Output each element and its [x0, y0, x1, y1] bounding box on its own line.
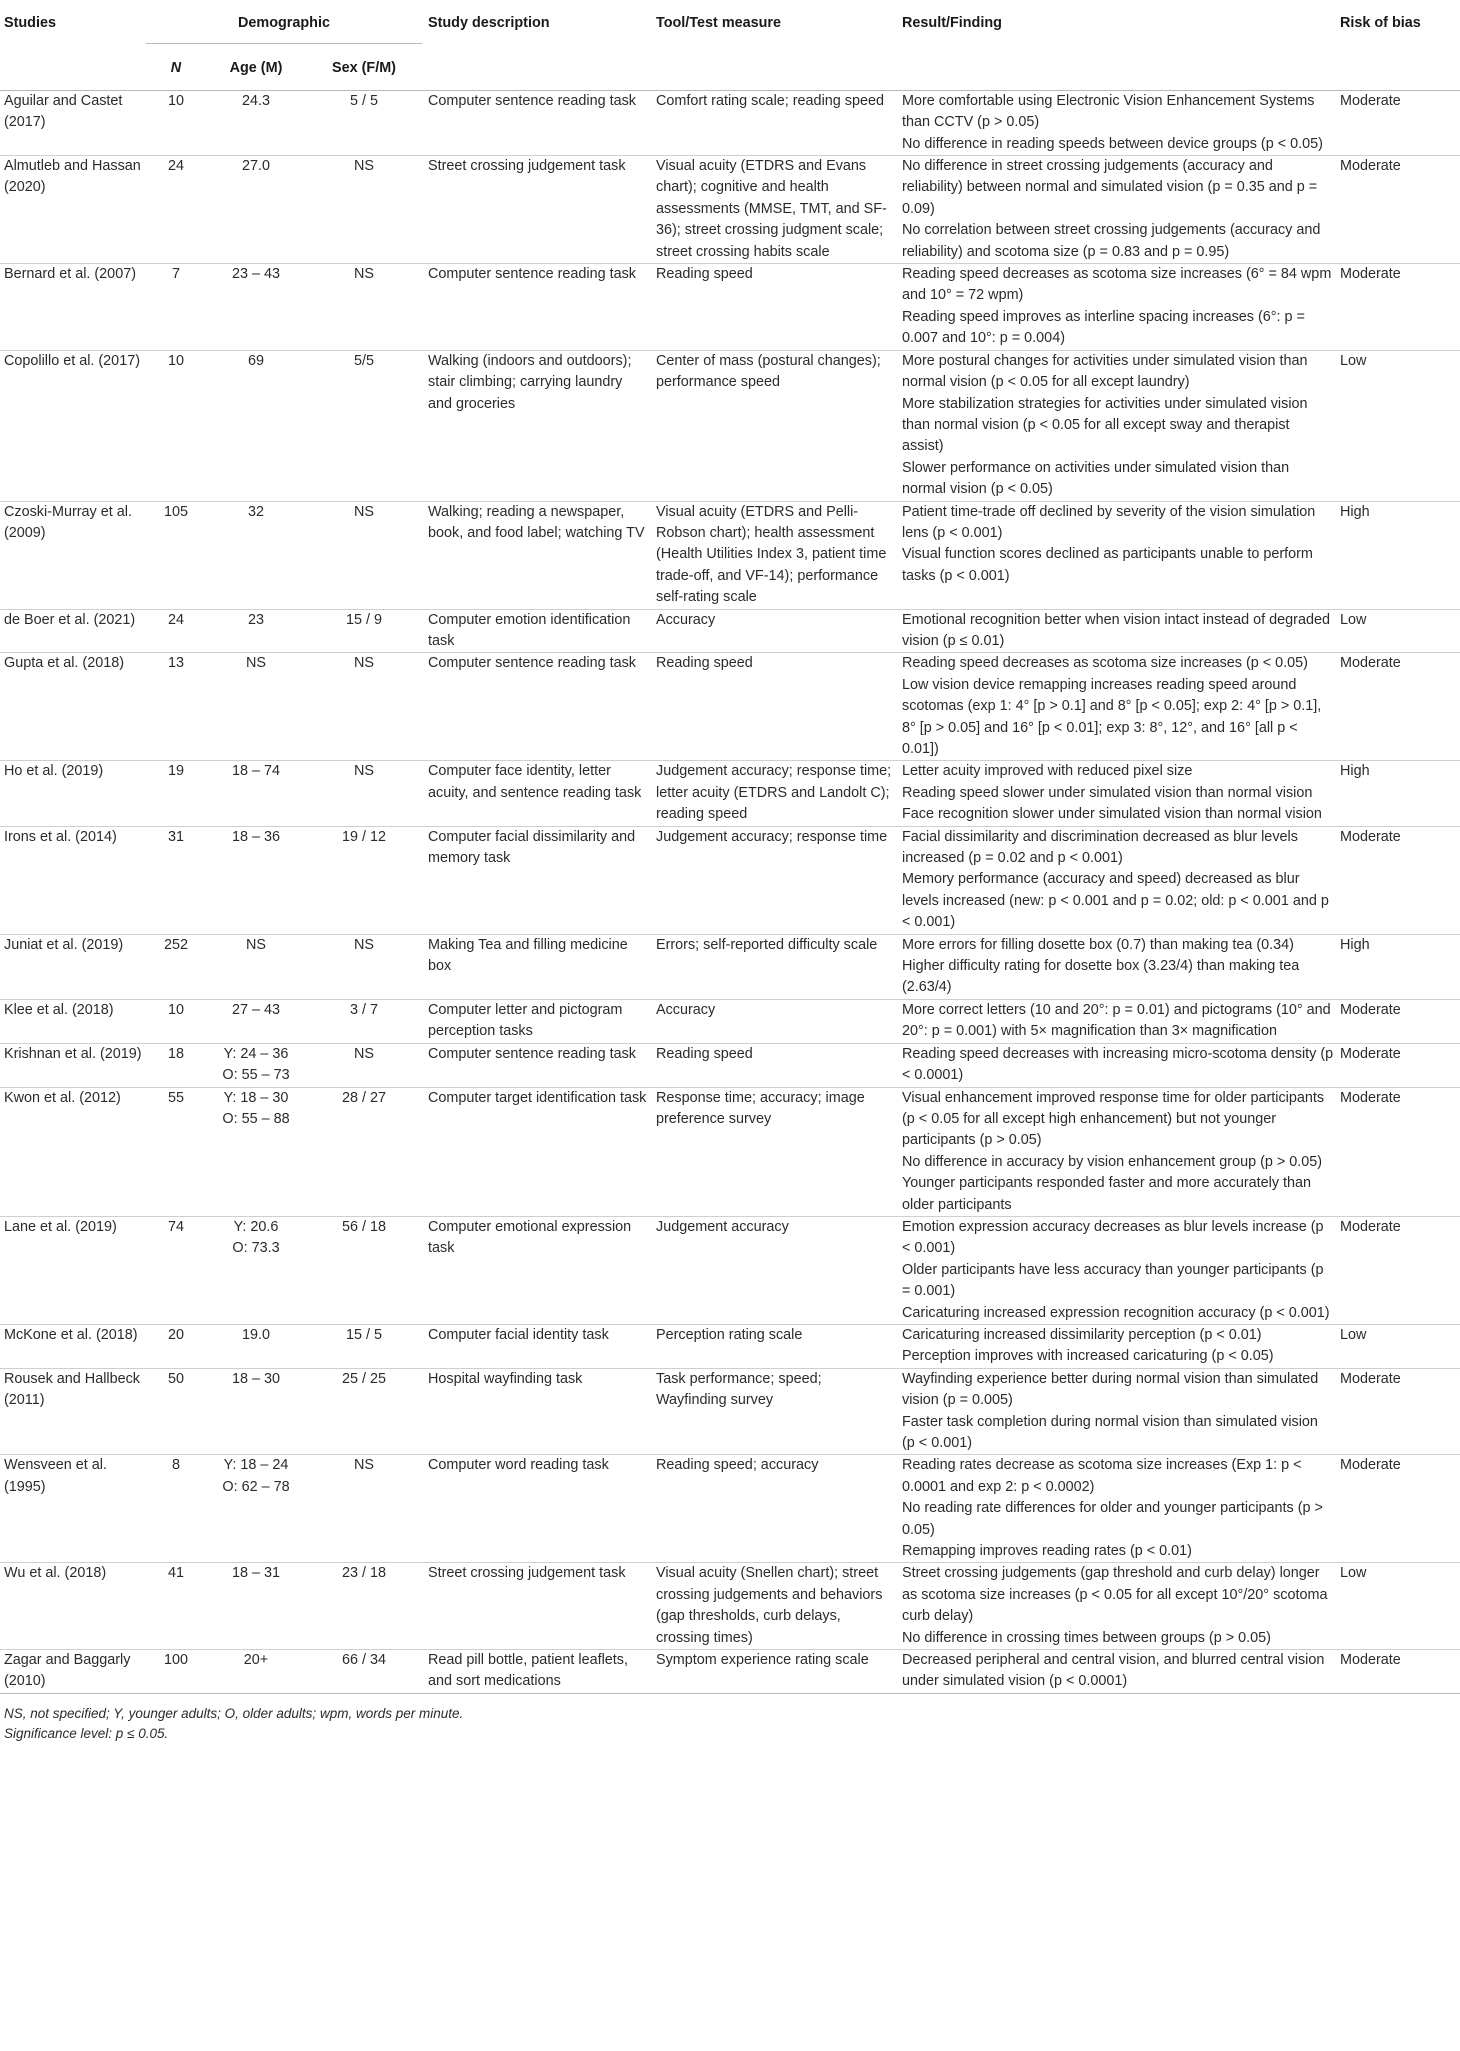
cell-age	[206, 350, 306, 501]
age-line: O: 55 – 88	[222, 1110, 290, 1127]
cell-result	[896, 1043, 1334, 1087]
cell-study: Kwon et al. (2012)	[0, 1087, 146, 1216]
age-line: NS	[246, 936, 266, 953]
cell-sex: 25 / 25	[306, 1368, 422, 1455]
cell-n: 41	[146, 1563, 206, 1650]
table-header	[0, 0, 1460, 90]
cell-description: Computer facial dissimilarity and memory task	[422, 826, 650, 934]
finding-line: More postural changes for activities under simulated vision than normal vision (p < 0.05 for all except laundry)	[902, 352, 1308, 391]
cell-description: Computer letter and pictogram perception tasks	[422, 999, 650, 1043]
header-age: Age (M)	[206, 44, 306, 90]
cell-description: Computer word reading task	[422, 1455, 650, 1563]
cell-n: 50	[146, 1368, 206, 1455]
cell-age	[206, 501, 306, 609]
finding-line: Face recognition slower under simulated vision than normal vision	[902, 806, 1322, 823]
cell-tool: Visual acuity (ETDRS and Pelli-Robson chart); health assessment (Health Utilities Index 3, patient time trade-off, and VF-14); performance self-rating scale	[650, 501, 896, 609]
finding-line: More comfortable using Electronic Vision Enhancement Systems than CCTV (p > 0.05)	[902, 92, 1315, 131]
cell-sex: 5 / 5	[306, 90, 422, 155]
cell-description: Walking (indoors and outdoors); stair climbing; carrying laundry and groceries	[422, 350, 650, 501]
cell-age	[206, 1324, 306, 1368]
cell-result	[896, 1563, 1334, 1650]
age-line: 23	[247, 611, 264, 628]
cell-result	[896, 1650, 1334, 1694]
cell-n: 7	[146, 264, 206, 351]
finding-line: Reading rates decrease as scotoma size increases (Exp 1: p < 0.0001 and exp 2: p < 0.0002)	[902, 1457, 1302, 1495]
finding-line: Perception improves with increased caricaturing (p < 0.05)	[902, 1348, 1274, 1365]
finding-line: More stabilization strategies for activities under simulated vision than normal vision (p < 0.05 for all except sway and therapist assist)	[902, 395, 1308, 455]
cell-sex: 15 / 5	[306, 1324, 422, 1368]
cell-sex: 3 / 7	[306, 999, 422, 1043]
age-line: 18 – 30	[231, 1370, 280, 1387]
table-row	[0, 90, 1460, 155]
cell-description: Street crossing judgement task	[422, 1563, 650, 1650]
cell-description: Making Tea and filling medicine box	[422, 934, 650, 999]
cell-age	[206, 1216, 306, 1324]
cell-sex: 23 / 18	[306, 1563, 422, 1650]
cell-result	[896, 934, 1334, 999]
cell-n: 19	[146, 761, 206, 826]
finding-line: No correlation between street crossing judgements (accuracy and reliability) and scotoma size (p = 0.83 and p = 0.95)	[902, 222, 1321, 260]
cell-result	[896, 653, 1334, 761]
table-row	[0, 934, 1460, 999]
header-tool: Tool/Test measure	[650, 0, 896, 90]
cell-tool: Judgement accuracy; response time; letter acuity (ETDRS and Landolt C); reading speed	[650, 761, 896, 826]
cell-sex: NS	[306, 653, 422, 761]
age-line: 20+	[243, 1652, 269, 1669]
age-line: 69	[247, 352, 264, 369]
cell-sex: 66 / 34	[306, 1650, 422, 1694]
cell-risk: Moderate	[1334, 90, 1460, 155]
finding-line: Caricaturing increased expression recognition accuracy (p < 0.001)	[902, 1304, 1330, 1321]
cell-n: 10	[146, 90, 206, 155]
table-row	[0, 350, 1460, 501]
finding-line: No difference in street crossing judgements (accuracy and reliability) between normal and simulated vision (p = 0.35 and p = 0.09)	[902, 158, 1318, 217]
cell-age	[206, 1368, 306, 1455]
cell-description: Hospital wayfinding task	[422, 1368, 650, 1455]
finding-line: Reading speed improves as interline spacing increases (6°: p = 0.007 and 10°: p = 0.004)	[902, 308, 1305, 347]
cell-tool: Errors; self-reported difficulty scale	[650, 934, 896, 999]
age-line: 24.3	[241, 92, 270, 109]
table-row	[0, 501, 1460, 609]
cell-sex: NS	[306, 264, 422, 351]
cell-sex: 15 / 9	[306, 609, 422, 653]
table-row	[0, 1087, 1460, 1216]
finding-line: Visual function scores declined as participants unable to perform tasks (p < 0.001)	[902, 546, 1313, 584]
cell-risk: High	[1334, 761, 1460, 826]
cell-risk: Low	[1334, 1324, 1460, 1368]
cell-risk: Low	[1334, 609, 1460, 653]
finding-line: More errors for filling dosette box (0.7) than making tea (0.34)	[902, 936, 1294, 953]
finding-line: Caricaturing increased dissimilarity perception (p < 0.01)	[902, 1326, 1262, 1343]
finding-line: More correct letters (10 and 20°: p = 0.01) and pictograms (10° and 20°: p = 0.001) with 5× magnification than 3× magnification	[902, 1001, 1331, 1040]
cell-n: 13	[146, 653, 206, 761]
table-row	[0, 653, 1460, 761]
cell-age	[206, 1455, 306, 1563]
cell-description: Street crossing judgement task	[422, 156, 650, 264]
cell-result	[896, 761, 1334, 826]
cell-description: Computer emotion identification task	[422, 609, 650, 653]
cell-study: Almutleb and Hassan (2020)	[0, 156, 146, 264]
cell-result	[896, 1455, 1334, 1563]
cell-risk: High	[1334, 501, 1460, 609]
table-row	[0, 1368, 1460, 1455]
cell-result	[896, 1087, 1334, 1216]
cell-risk: Moderate	[1334, 1455, 1460, 1563]
cell-n: 8	[146, 1455, 206, 1563]
cell-risk: Moderate	[1334, 1043, 1460, 1087]
cell-sex: NS	[306, 501, 422, 609]
finding-line: Reading speed decreases with increasing micro-scotoma density (p < 0.0001)	[902, 1045, 1334, 1084]
cell-study: Irons et al. (2014)	[0, 826, 146, 934]
cell-n: 252	[146, 934, 206, 999]
cell-study: Wensveen et al. (1995)	[0, 1455, 146, 1563]
table-row	[0, 999, 1460, 1043]
cell-study: Klee et al. (2018)	[0, 999, 146, 1043]
cell-description: Computer face identity, letter acuity, and sentence reading task	[422, 761, 650, 826]
cell-study: Czoski-Murray et al. (2009)	[0, 501, 146, 609]
finding-line: Reading speed slower under simulated vision than normal vision	[902, 784, 1313, 801]
age-line: O: 73.3	[232, 1240, 280, 1257]
finding-line: Remapping improves reading rates (p < 0.01)	[902, 1543, 1192, 1560]
cell-study: McKone et al. (2018)	[0, 1324, 146, 1368]
cell-age	[206, 999, 306, 1043]
cell-description: Computer facial identity task	[422, 1324, 650, 1368]
table-row	[0, 761, 1460, 826]
cell-age	[206, 653, 306, 761]
cell-result	[896, 1368, 1334, 1455]
cell-age	[206, 1087, 306, 1216]
cell-risk: Low	[1334, 1563, 1460, 1650]
cell-sex: NS	[306, 761, 422, 826]
cell-n: 20	[146, 1324, 206, 1368]
cell-study: Zagar and Baggarly (2010)	[0, 1650, 146, 1694]
finding-line: No difference in accuracy by vision enhancement group (p > 0.05)	[902, 1153, 1323, 1170]
age-line: Y: 18 – 24	[223, 1457, 289, 1474]
cell-description: Computer sentence reading task	[422, 1043, 650, 1087]
age-line: 27.0	[241, 158, 270, 175]
cell-age	[206, 264, 306, 351]
cell-study: Krishnan et al. (2019)	[0, 1043, 146, 1087]
table-row	[0, 1324, 1460, 1368]
cell-sex: NS	[306, 1455, 422, 1563]
cell-tool: Accuracy	[650, 999, 896, 1043]
finding-line: Older participants have less accuracy than younger participants (p = 0.001)	[902, 1261, 1324, 1300]
cell-tool: Reading speed	[650, 264, 896, 351]
cell-study: Rousek and Hallbeck (2011)	[0, 1368, 146, 1455]
cell-risk: High	[1334, 934, 1460, 999]
cell-result	[896, 156, 1334, 264]
cell-age	[206, 826, 306, 934]
cell-tool: Reading speed	[650, 653, 896, 761]
cell-n: 55	[146, 1087, 206, 1216]
cell-tool: Reading speed; accuracy	[650, 1455, 896, 1563]
cell-tool: Perception rating scale	[650, 1324, 896, 1368]
cell-description: Computer emotional expression task	[422, 1216, 650, 1324]
cell-n: 10	[146, 350, 206, 501]
table-row	[0, 1563, 1460, 1650]
age-line: 18 – 36	[231, 828, 280, 845]
age-line: Y: 24 – 36	[223, 1045, 289, 1062]
cell-tool: Response time; accuracy; image preference survey	[650, 1087, 896, 1216]
cell-risk: Moderate	[1334, 264, 1460, 351]
finding-line: Wayfinding experience better during normal vision than simulated vision (p = 0.005)	[902, 1370, 1319, 1409]
table-body	[0, 90, 1460, 1693]
cell-sex: NS	[306, 156, 422, 264]
age-line: 32	[247, 503, 264, 520]
cell-description: Read pill bottle, patient leaflets, and sort medications	[422, 1650, 650, 1694]
table-footnotes	[4, 1704, 463, 1744]
finding-line: Reading speed decreases as scotoma size increases (p < 0.05)	[902, 655, 1308, 672]
table-row	[0, 156, 1460, 264]
cell-risk: Moderate	[1334, 156, 1460, 264]
cell-tool: Accuracy	[650, 609, 896, 653]
cell-result	[896, 264, 1334, 351]
cell-age	[206, 761, 306, 826]
cell-n: 24	[146, 156, 206, 264]
cell-study: Bernard et al. (2007)	[0, 264, 146, 351]
age-line: Y: 18 – 30	[223, 1089, 289, 1106]
cell-study: Lane et al. (2019)	[0, 1216, 146, 1324]
cell-study: de Boer et al. (2021)	[0, 609, 146, 653]
finding-line: Emotion expression accuracy decreases as blur levels increase (p < 0.001)	[902, 1218, 1324, 1257]
table-row	[0, 826, 1460, 934]
cell-result	[896, 826, 1334, 934]
cell-tool: Reading speed	[650, 1043, 896, 1087]
table-row	[0, 1043, 1460, 1087]
cell-n: 10	[146, 999, 206, 1043]
cell-n: 24	[146, 609, 206, 653]
table-row	[0, 264, 1460, 351]
cell-sex: 56 / 18	[306, 1216, 422, 1324]
cell-tool: Visual acuity (Snellen chart); street crossing judgements and behaviors (gap thresholds, curb delays, crossing times)	[650, 1563, 896, 1650]
table-row	[0, 609, 1460, 653]
age-line: O: 55 – 73	[222, 1067, 290, 1084]
cell-risk: Moderate	[1334, 653, 1460, 761]
finding-line: No reading rate differences for older and younger participants (p > 0.05)	[902, 1500, 1323, 1538]
finding-line: No difference in reading speeds between device groups (p < 0.05)	[902, 135, 1323, 152]
cell-study: Gupta et al. (2018)	[0, 653, 146, 761]
age-line: 18 – 74	[231, 763, 280, 780]
cell-result	[896, 350, 1334, 501]
cell-result	[896, 609, 1334, 653]
header-studies: Studies	[0, 0, 146, 90]
cell-tool: Visual acuity (ETDRS and Evans chart); cognitive and health assessments (MMSE, TMT, and SF-36); street crossing judgment scale; street crossing habits scale	[650, 156, 896, 264]
table-row	[0, 1216, 1460, 1324]
cell-n: 105	[146, 501, 206, 609]
cell-tool: Task performance; speed; Wayfinding survey	[650, 1368, 896, 1455]
age-line: Y: 20.6	[233, 1218, 279, 1235]
cell-age	[206, 1043, 306, 1087]
finding-line: Reading speed decreases as scotoma size increases (6° = 84 wpm and 10° = 72 wpm)	[902, 266, 1332, 304]
cell-risk: Moderate	[1334, 826, 1460, 934]
cell-tool: Judgement accuracy	[650, 1216, 896, 1324]
age-line: 23 – 43	[231, 266, 280, 283]
header-demographic: Demographic	[146, 0, 422, 44]
cell-n: 18	[146, 1043, 206, 1087]
finding-line: Visual enhancement improved response time for older participants (p < 0.05 for all except high enhancement) but not younger participants (p > 0.05)	[902, 1089, 1325, 1149]
finding-line: No difference in crossing times between groups (p > 0.05)	[902, 1629, 1271, 1646]
cell-study: Copolillo et al. (2017)	[0, 350, 146, 501]
finding-line: Slower performance on activities under simulated vision than normal vision (p < 0.05)	[902, 459, 1290, 498]
age-line: O: 62 – 78	[222, 1478, 290, 1495]
header-result: Result/Finding	[896, 0, 1334, 90]
cell-description: Walking; reading a newspaper, book, and food label; watching TV	[422, 501, 650, 609]
cell-tool: Center of mass (postural changes); performance speed	[650, 350, 896, 501]
cell-result	[896, 90, 1334, 155]
cell-sex: NS	[306, 934, 422, 999]
finding-line: Low vision device remapping increases reading speed around scotomas (exp 1: 4° [p > 0.1] and 8° [p < 0.05]; exp 2: 4° [p > 0.1], 8° [p > 0.05] and 16° [p < 0.01]; exp 3: 8°, 12°, and 16° [all p < 0.01])	[902, 676, 1322, 757]
cell-age	[206, 609, 306, 653]
cell-risk: Moderate	[1334, 1650, 1460, 1694]
cell-study: Aguilar and Castet (2017)	[0, 90, 146, 155]
header-sex: Sex (F/M)	[306, 44, 422, 90]
cell-age	[206, 156, 306, 264]
table-row	[0, 1650, 1460, 1694]
finding-line: Patient time-trade off declined by severity of the vision simulation lens (p < 0.001)	[902, 503, 1316, 541]
finding-line: Higher difficulty rating for dosette box (3.23/4) than making tea (2.63/4)	[902, 958, 1300, 996]
cell-tool: Symptom experience rating scale	[650, 1650, 896, 1694]
age-line: NS	[246, 655, 266, 672]
cell-risk: Moderate	[1334, 1087, 1460, 1216]
cell-risk: Moderate	[1334, 999, 1460, 1043]
header-n: N	[146, 44, 206, 90]
cell-result	[896, 1324, 1334, 1368]
finding-line: Street crossing judgements (gap threshold and curb delay) longer as scotoma size increases (p < 0.05 for all except 10°/20° scotoma curb delay)	[902, 1565, 1328, 1625]
finding-line: Memory performance (accuracy and speed) decreased as blur levels increased (new: p < 0.001 and p = 0.02; old: p < 0.001 and p < 0.001)	[902, 871, 1329, 931]
finding-line: Letter acuity improved with reduced pixel size	[902, 763, 1193, 780]
cell-age	[206, 1650, 306, 1694]
age-line: 27 – 43	[231, 1001, 280, 1018]
cell-tool: Judgement accuracy; response time	[650, 826, 896, 934]
cell-result	[896, 999, 1334, 1043]
cell-description: Computer target identification task	[422, 1087, 650, 1216]
finding-line: Emotional recognition better when vision intact instead of degraded vision (p ≤ 0.01)	[902, 611, 1330, 649]
cell-sex: NS	[306, 1043, 422, 1087]
cell-sex: 28 / 27	[306, 1087, 422, 1216]
footnote-significance: Significance level: p ≤ 0.05.	[4, 1725, 169, 1741]
finding-line: Facial dissimilarity and discrimination decreased as blur levels increased (p = 0.02 and p < 0.001)	[902, 828, 1298, 867]
finding-line: Faster task completion during normal vision than simulated vision (p < 0.001)	[902, 1413, 1318, 1451]
table-row	[0, 1455, 1460, 1563]
cell-risk: Moderate	[1334, 1368, 1460, 1455]
age-line: 19.0	[241, 1326, 270, 1343]
age-line: 18 – 31	[231, 1565, 280, 1582]
cell-age	[206, 90, 306, 155]
cell-tool: Comfort rating scale; reading speed	[650, 90, 896, 155]
cell-n: 100	[146, 1650, 206, 1694]
finding-line: Decreased peripheral and central vision, and blurred central vision under simulated vision (p < 0.0001)	[902, 1652, 1325, 1690]
cell-result	[896, 1216, 1334, 1324]
cell-sex: 19 / 12	[306, 826, 422, 934]
cell-study: Juniat et al. (2019)	[0, 934, 146, 999]
cell-description: Computer sentence reading task	[422, 90, 650, 155]
cell-result	[896, 501, 1334, 609]
cell-age	[206, 934, 306, 999]
cell-study: Ho et al. (2019)	[0, 761, 146, 826]
cell-n: 31	[146, 826, 206, 934]
cell-study: Wu et al. (2018)	[0, 1563, 146, 1650]
finding-line: Younger participants responded faster and more accurately than older participants	[902, 1175, 1312, 1213]
cell-sex: 5/5	[306, 350, 422, 501]
cell-n: 74	[146, 1216, 206, 1324]
cell-description: Computer sentence reading task	[422, 264, 650, 351]
cell-risk: Moderate	[1334, 1216, 1460, 1324]
cell-description: Computer sentence reading task	[422, 653, 650, 761]
cell-age	[206, 1563, 306, 1650]
header-description: Study description	[422, 0, 650, 90]
header-risk: Risk of bias	[1334, 0, 1460, 90]
footnote-abbreviations: NS, not specified; Y, younger adults; O, older adults; wpm, words per minute.	[4, 1705, 464, 1721]
cell-risk: Low	[1334, 350, 1460, 501]
